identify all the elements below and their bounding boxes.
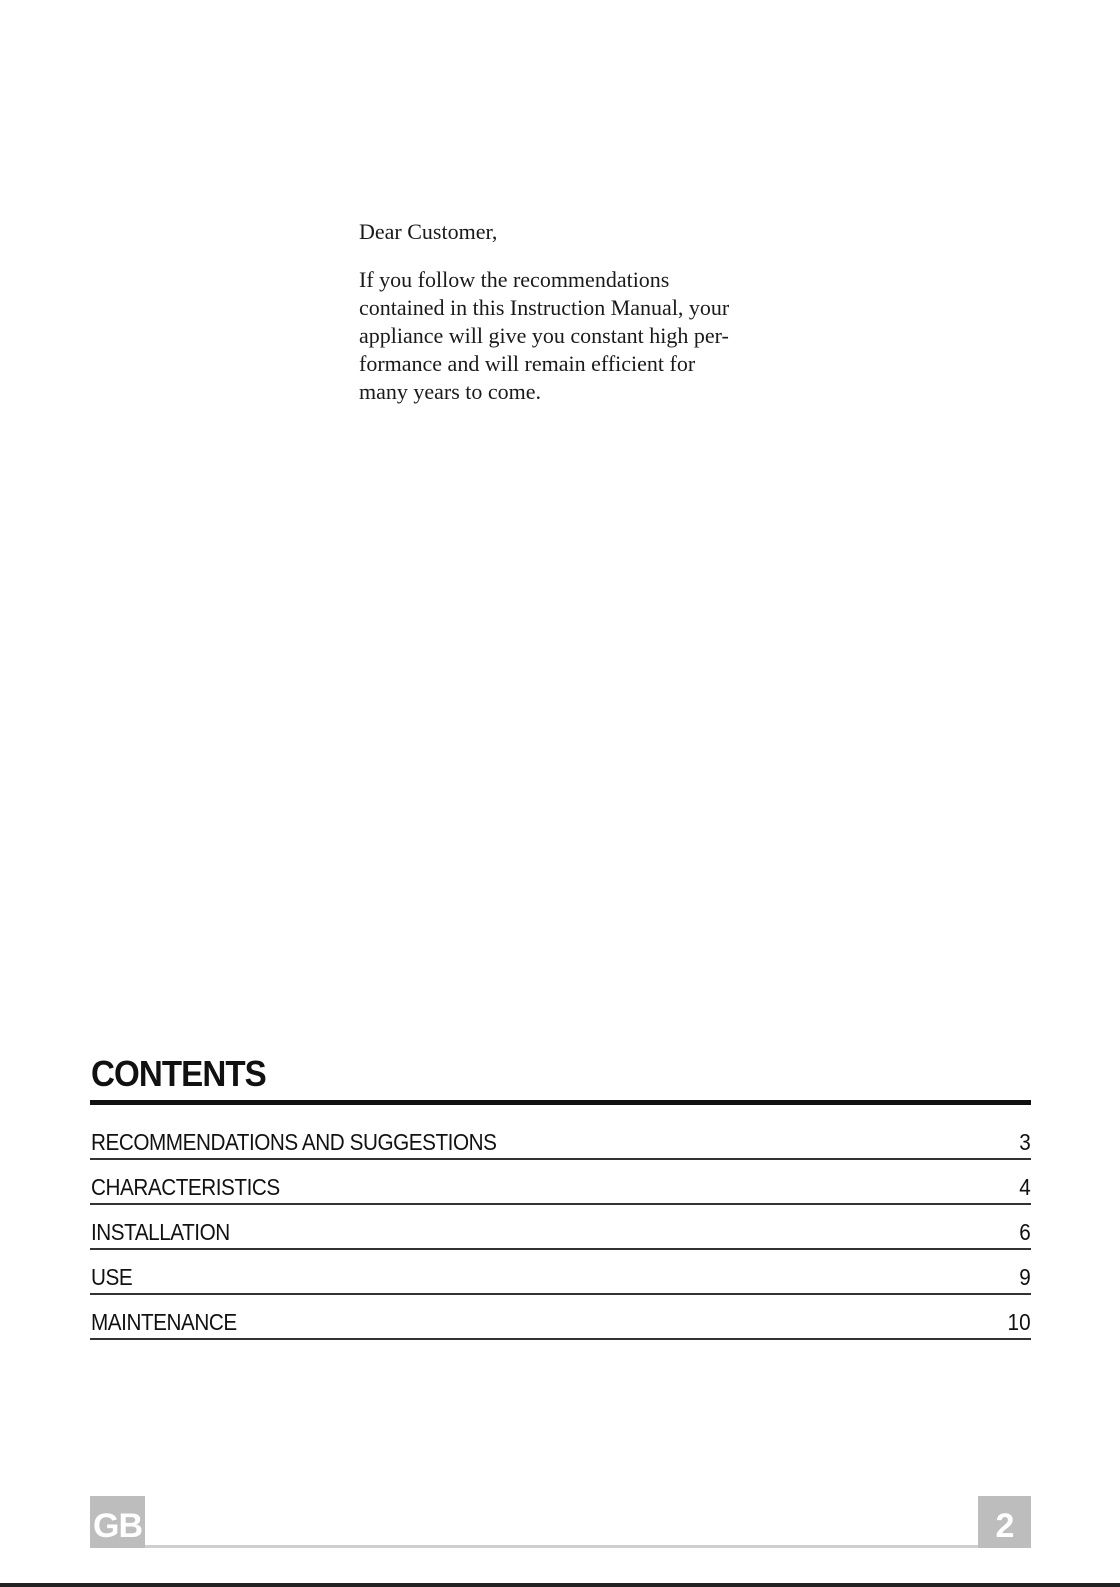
toc-label: CHARACTERISTICS [91, 1174, 280, 1200]
contents-heading: CONTENTS [91, 1053, 266, 1094]
toc-page-number: 10 [1007, 1309, 1031, 1335]
page-bottom-edge [0, 1583, 1120, 1587]
language-tab: GB [90, 1496, 145, 1548]
letter-greeting: Dear Customer, [359, 219, 498, 244]
contents-heading-rule [90, 1100, 1031, 1105]
footer-rule [90, 1545, 1031, 1548]
page-number-tab: 2 [978, 1496, 1031, 1548]
toc-row-recommendations[interactable] [90, 1115, 1031, 1160]
letter-line: formance and will remain efficient for [359, 351, 696, 376]
toc-page-number: 3 [1019, 1129, 1031, 1155]
toc-page-number: 6 [1019, 1219, 1031, 1245]
toc-page-number: 9 [1019, 1264, 1031, 1290]
letter-line: appliance will give you constant high per- [359, 323, 729, 348]
customer-letter [359, 218, 779, 406]
toc-row-maintenance[interactable] [90, 1295, 1031, 1340]
toc-row-use[interactable] [90, 1250, 1031, 1295]
letter-body [359, 266, 779, 406]
toc-row-characteristics[interactable] [90, 1160, 1031, 1205]
toc-row-installation[interactable] [90, 1205, 1031, 1250]
letter-line: many years to come. [359, 379, 542, 404]
toc-page-number: 4 [1019, 1174, 1031, 1200]
toc-label: USE [91, 1264, 133, 1290]
toc-label: INSTALLATION [91, 1219, 230, 1245]
letter-line: contained in this Instruction Manual, your [359, 295, 730, 320]
toc-label: RECOMMENDATIONS AND SUGGESTIONS [91, 1129, 497, 1155]
table-of-contents [90, 1115, 1031, 1340]
toc-label: MAINTENANCE [91, 1309, 237, 1335]
letter-line: If you follow the recommendations [359, 267, 670, 292]
